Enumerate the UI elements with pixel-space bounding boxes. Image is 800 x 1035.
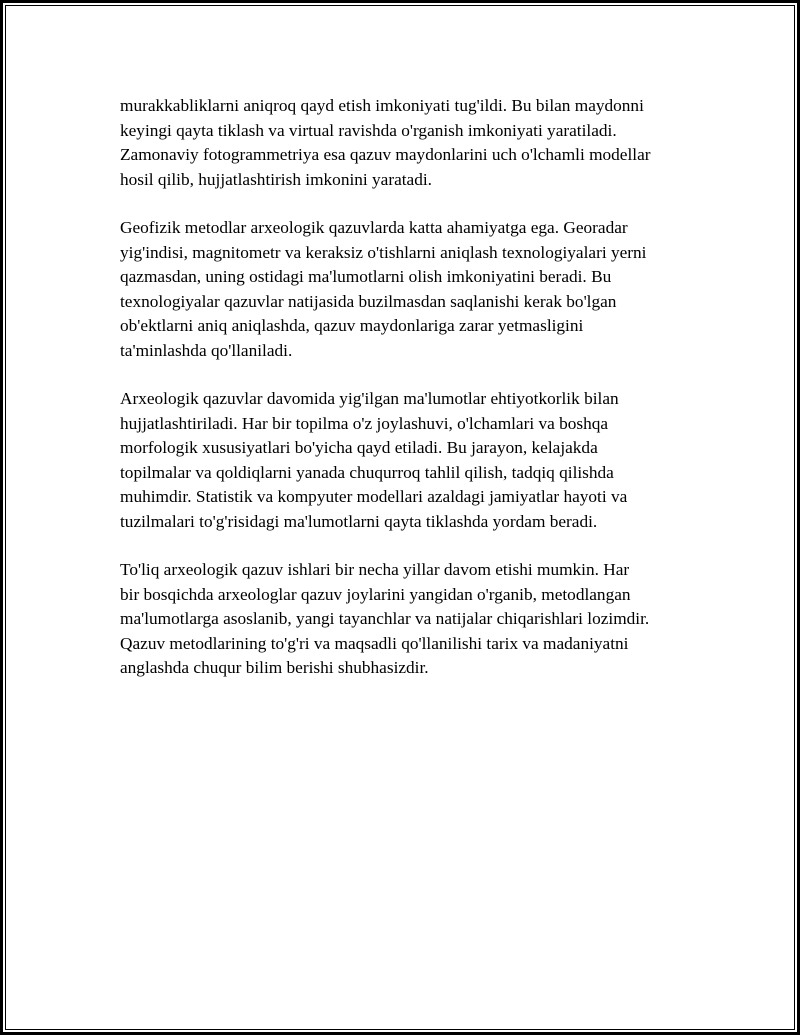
- text-line: morfologik xususiyatlari bo'yicha qayd etiladi. Bu jarayon, kelajakda: [120, 438, 598, 457]
- paragraph-1: [120, 94, 700, 192]
- paragraph-2: [120, 216, 700, 363]
- text-line: topilmalar va qoldiqlarni yanada chuqurroq tahlil qilish, tadqiq qilishda: [120, 462, 614, 482]
- text-line: Zamonaviy fotogrammetriya esa qazuv maydonlarini uch o'lchamli modellar: [120, 145, 651, 164]
- text-line: ma'lumotlarga asoslanib, yangi tayanchlar va natijalar chiqarishlari lozimdir.: [120, 609, 650, 628]
- text-line: hujjatlashtiriladi. Har bir topilma o'z joylashuvi, o'lchamlari va boshqa: [120, 413, 609, 433]
- text-line: ta'minlashda qo'llaniladi.: [120, 340, 293, 360]
- document-body: [120, 94, 700, 705]
- text-line: Arxeologik qazuvlar davomida yig'ilgan ma'lumotlar ehtiyotkorlik bilan: [120, 389, 619, 408]
- text-line: hosil qilib, hujjatlashtirish imkonini yaratadi.: [120, 169, 432, 189]
- text-line: Geofizik metodlar arxeologik qazuvlarda katta ahamiyatga ega. Georadar: [120, 218, 628, 237]
- text-line: murakkabliklarni aniqroq qayd etish imkoniyati tug'ildi. Bu bilan maydonni: [120, 96, 644, 115]
- text-line: yig'indisi, magnitometr va keraksiz o'tishlarni aniqlash texnologiyalari yerni: [120, 242, 647, 262]
- text-line: qazmasdan, uning ostidagi ma'lumotlarni olish imkoniyatini beradi. Bu: [120, 267, 612, 286]
- text-line: muhimdir. Statistik va kompyuter modellari azaldagi jamiyatlar hayoti va: [120, 487, 628, 506]
- text-line: ob'ektlarni aniq aniqlashda, qazuv maydonlariga zarar yetmasligini: [120, 316, 584, 335]
- paragraph-3: [120, 387, 700, 534]
- text-line: bir bosqichda arxeologlar qazuv joylarini yangidan o'rganib, metodlangan: [120, 584, 631, 604]
- text-line: anglashda chuqur bilim berishi shubhasizdir.: [120, 658, 429, 677]
- text-line: tuzilmalari to'g'risidagi ma'lumotlarni qayta tiklashda yordam beradi.: [120, 511, 598, 531]
- text-line: texnologiyalar qazuvlar natijasida buzilmasdan saqlanishi kerak bo'lgan: [120, 291, 617, 311]
- text-line: keyingi qayta tiklash va virtual ravishda o'rganish imkoniyati yaratiladi.: [120, 120, 617, 140]
- text-line: Qazuv metodlarining to'g'ri va maqsadli qo'llanilishi tarix va madaniyatni: [120, 633, 629, 653]
- text-line: To'liq arxeologik qazuv ishlari bir necha yillar davom etishi mumkin. Har: [120, 560, 630, 579]
- paragraph-4: [120, 558, 700, 681]
